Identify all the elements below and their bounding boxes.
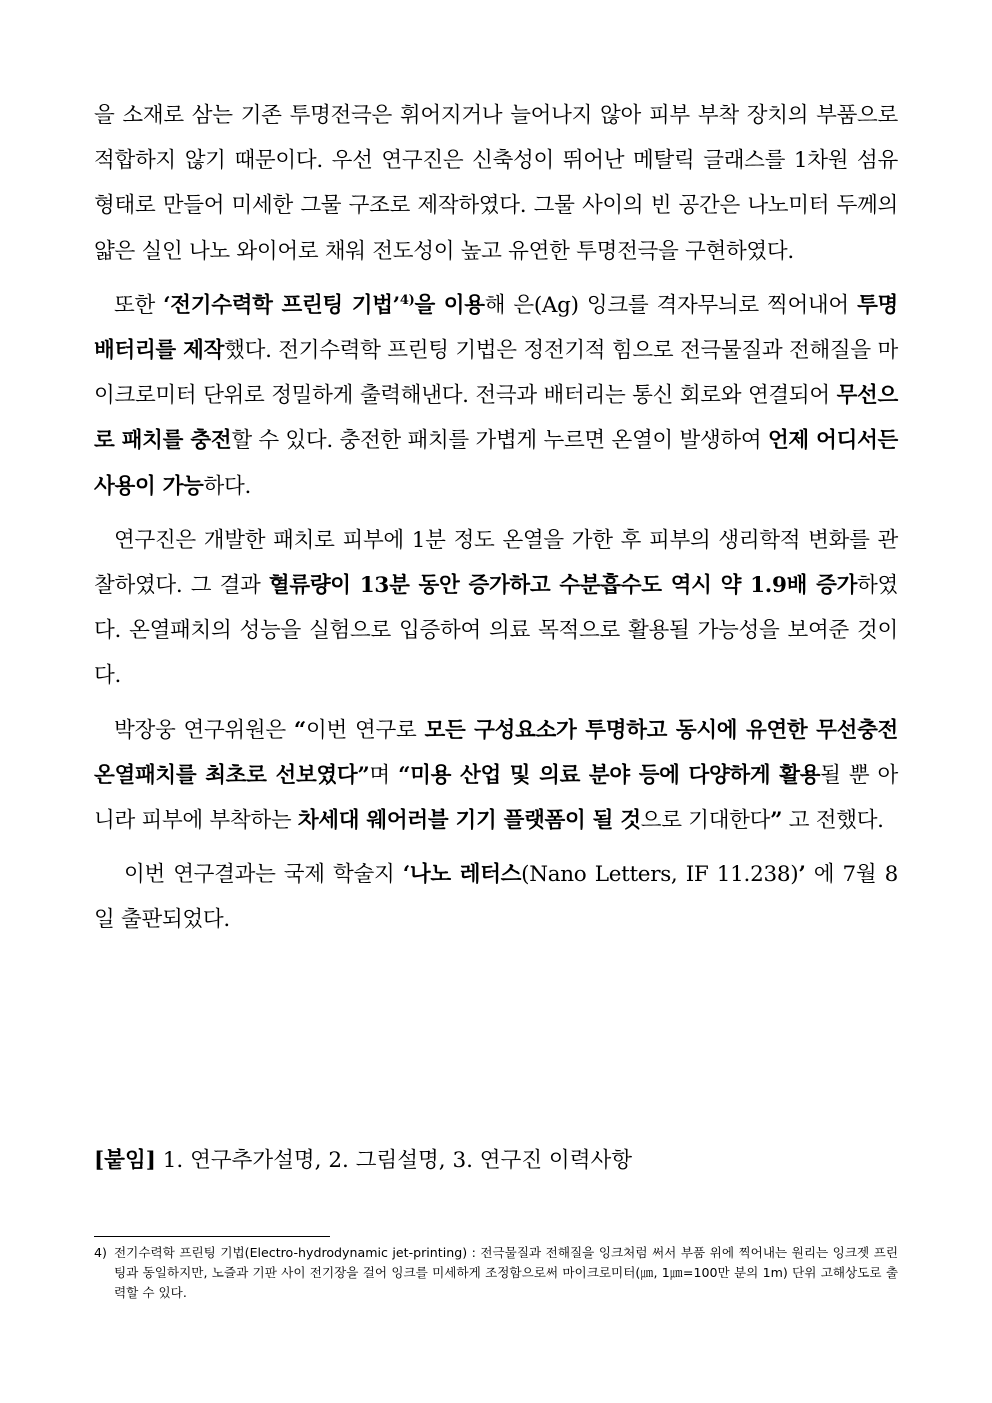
paragraph-text: 에 7월 8일 출판되었다.	[94, 862, 898, 933]
paragraph-text: 했다. 전기수력학 프린팅 기법은 정전기적 힘으로 전극물질과 전해질을 마이크로미터 단위로 정밀하게 출력해낸다. 전극과 배터리는 통신 회로와 연결되어	[94, 338, 898, 409]
footnote-number: 4)	[94, 1245, 107, 1260]
paragraph-text: 이번 연구결과는 국제 학술지	[124, 862, 403, 888]
emphasis-text: 언제 어디서든 사용이 가능	[94, 428, 899, 499]
paragraph-researcher-quote	[94, 708, 898, 844]
paragraph-text: 해 은(Ag) 잉크를 격자무늬로 찍어내어	[484, 292, 858, 318]
attachment-list	[94, 1141, 632, 1181]
paragraph-text: 하였다. 온열패치의 성능을 실험으로 입증하여 의료 목적으로 활용될 가능성을 보여준 것이다.	[94, 573, 898, 689]
footnote	[94, 1243, 898, 1303]
paragraph-text: 연구진은 개발한 패치로 피부에 1분 정도 온열을 가한 후 피부의 생리학적 변화를 관찰하였다. 그 결과	[94, 527, 898, 599]
emphasis-text: “	[293, 717, 306, 743]
paragraph-text: 이번 연구로	[306, 717, 425, 743]
paragraph-text: (Nano Letters, IF 11.238)	[521, 862, 799, 888]
paragraph-transparent-electrode	[94, 93, 898, 274]
paragraph-text: 또한	[114, 292, 164, 318]
paragraph-publication	[94, 852, 898, 942]
paragraph-text: 할 수 있다. 충전한 패치를 가볍게 누르면 온열이 발생하여	[231, 428, 768, 454]
paragraph-text: 하다.	[203, 473, 252, 499]
paragraph-text: 며	[369, 762, 399, 788]
paragraph-printing-method	[94, 283, 898, 509]
paragraph-text: 될 뿐 아니라 피부에 부착하는	[94, 762, 898, 834]
emphasis-text: ’	[798, 862, 806, 888]
footnote-divider	[94, 1236, 330, 1237]
emphasis-text: “미용 산업 및 의료 분야 등에 다양하게 활용	[398, 762, 821, 788]
paragraph-text: 고 전했다.	[782, 808, 884, 834]
attachment-label: [붙임]	[94, 1148, 156, 1173]
paragraph-text: 으로 기대한다	[640, 808, 771, 834]
emphasis-text: 모든 구성요소가 투명하고 동시에 유연한 무선충전 온열패치를 최초로 선보였다”	[94, 717, 899, 788]
emphasis-text: ‘전기수력학 프린팅 기법’	[163, 292, 400, 318]
body-text	[94, 93, 898, 943]
emphasis-text: 투명 배터리를 제작	[94, 292, 899, 364]
emphasis-text: 차세대 웨어러블 기기 플랫폼이 될 것	[297, 808, 641, 834]
emphasis-text: 혈류량이 13분 동안 증가하고 수분흡수도 역시 약 1.9배 증가	[268, 573, 858, 599]
paragraph-text: 박장웅 연구위원은	[114, 717, 294, 743]
paragraph-text: 을 소재로 삼는 기존 투명전극은 휘어지거나 늘어나지 않아 피부 부착 장치의 부품으로 적합하지 않기 때문이다. 우선 연구진은 신축성이 뛰어난 메탈릭 글래스를 1차원 섬유 형태로 만들어 미세한 그물 구조로 제작하였다. 그물 사이의 빈 공간은 나노미터 두께의 얇은 실인 나노 와이어로 채워 전도성이 높고 유연한 투명전극을 구현하였다.	[94, 103, 898, 264]
emphasis-text: ”	[770, 808, 783, 834]
emphasis-text: 무선으로 패치를 충전	[94, 383, 898, 454]
attachment-items: 1. 연구추가설명, 2. 그림설명, 3. 연구진 이력사항	[155, 1148, 633, 1173]
footnote-reference: 4)	[399, 292, 415, 308]
paragraph-experiment-results	[94, 518, 898, 699]
emphasis-text: 을 이용	[414, 292, 485, 318]
footnote-text: 전기수력학 프린팅 기법(Electro-hydrodynamic jet-printing) : 전극물질과 전해질을 잉크처럼 써서 부품 위에 찍어내는 원리는 잉크젯 프린팅과 동일하지만, 노즐과 기판 사이 전기장을 걸어 잉크를 미세하게 조정함으로써 마이크로미터(㎛, 1㎛=100만 분의 1m) 단위 고해상도로 출력할 수 있다.	[114, 1245, 898, 1300]
emphasis-text: ‘나노 레터스	[402, 862, 522, 888]
